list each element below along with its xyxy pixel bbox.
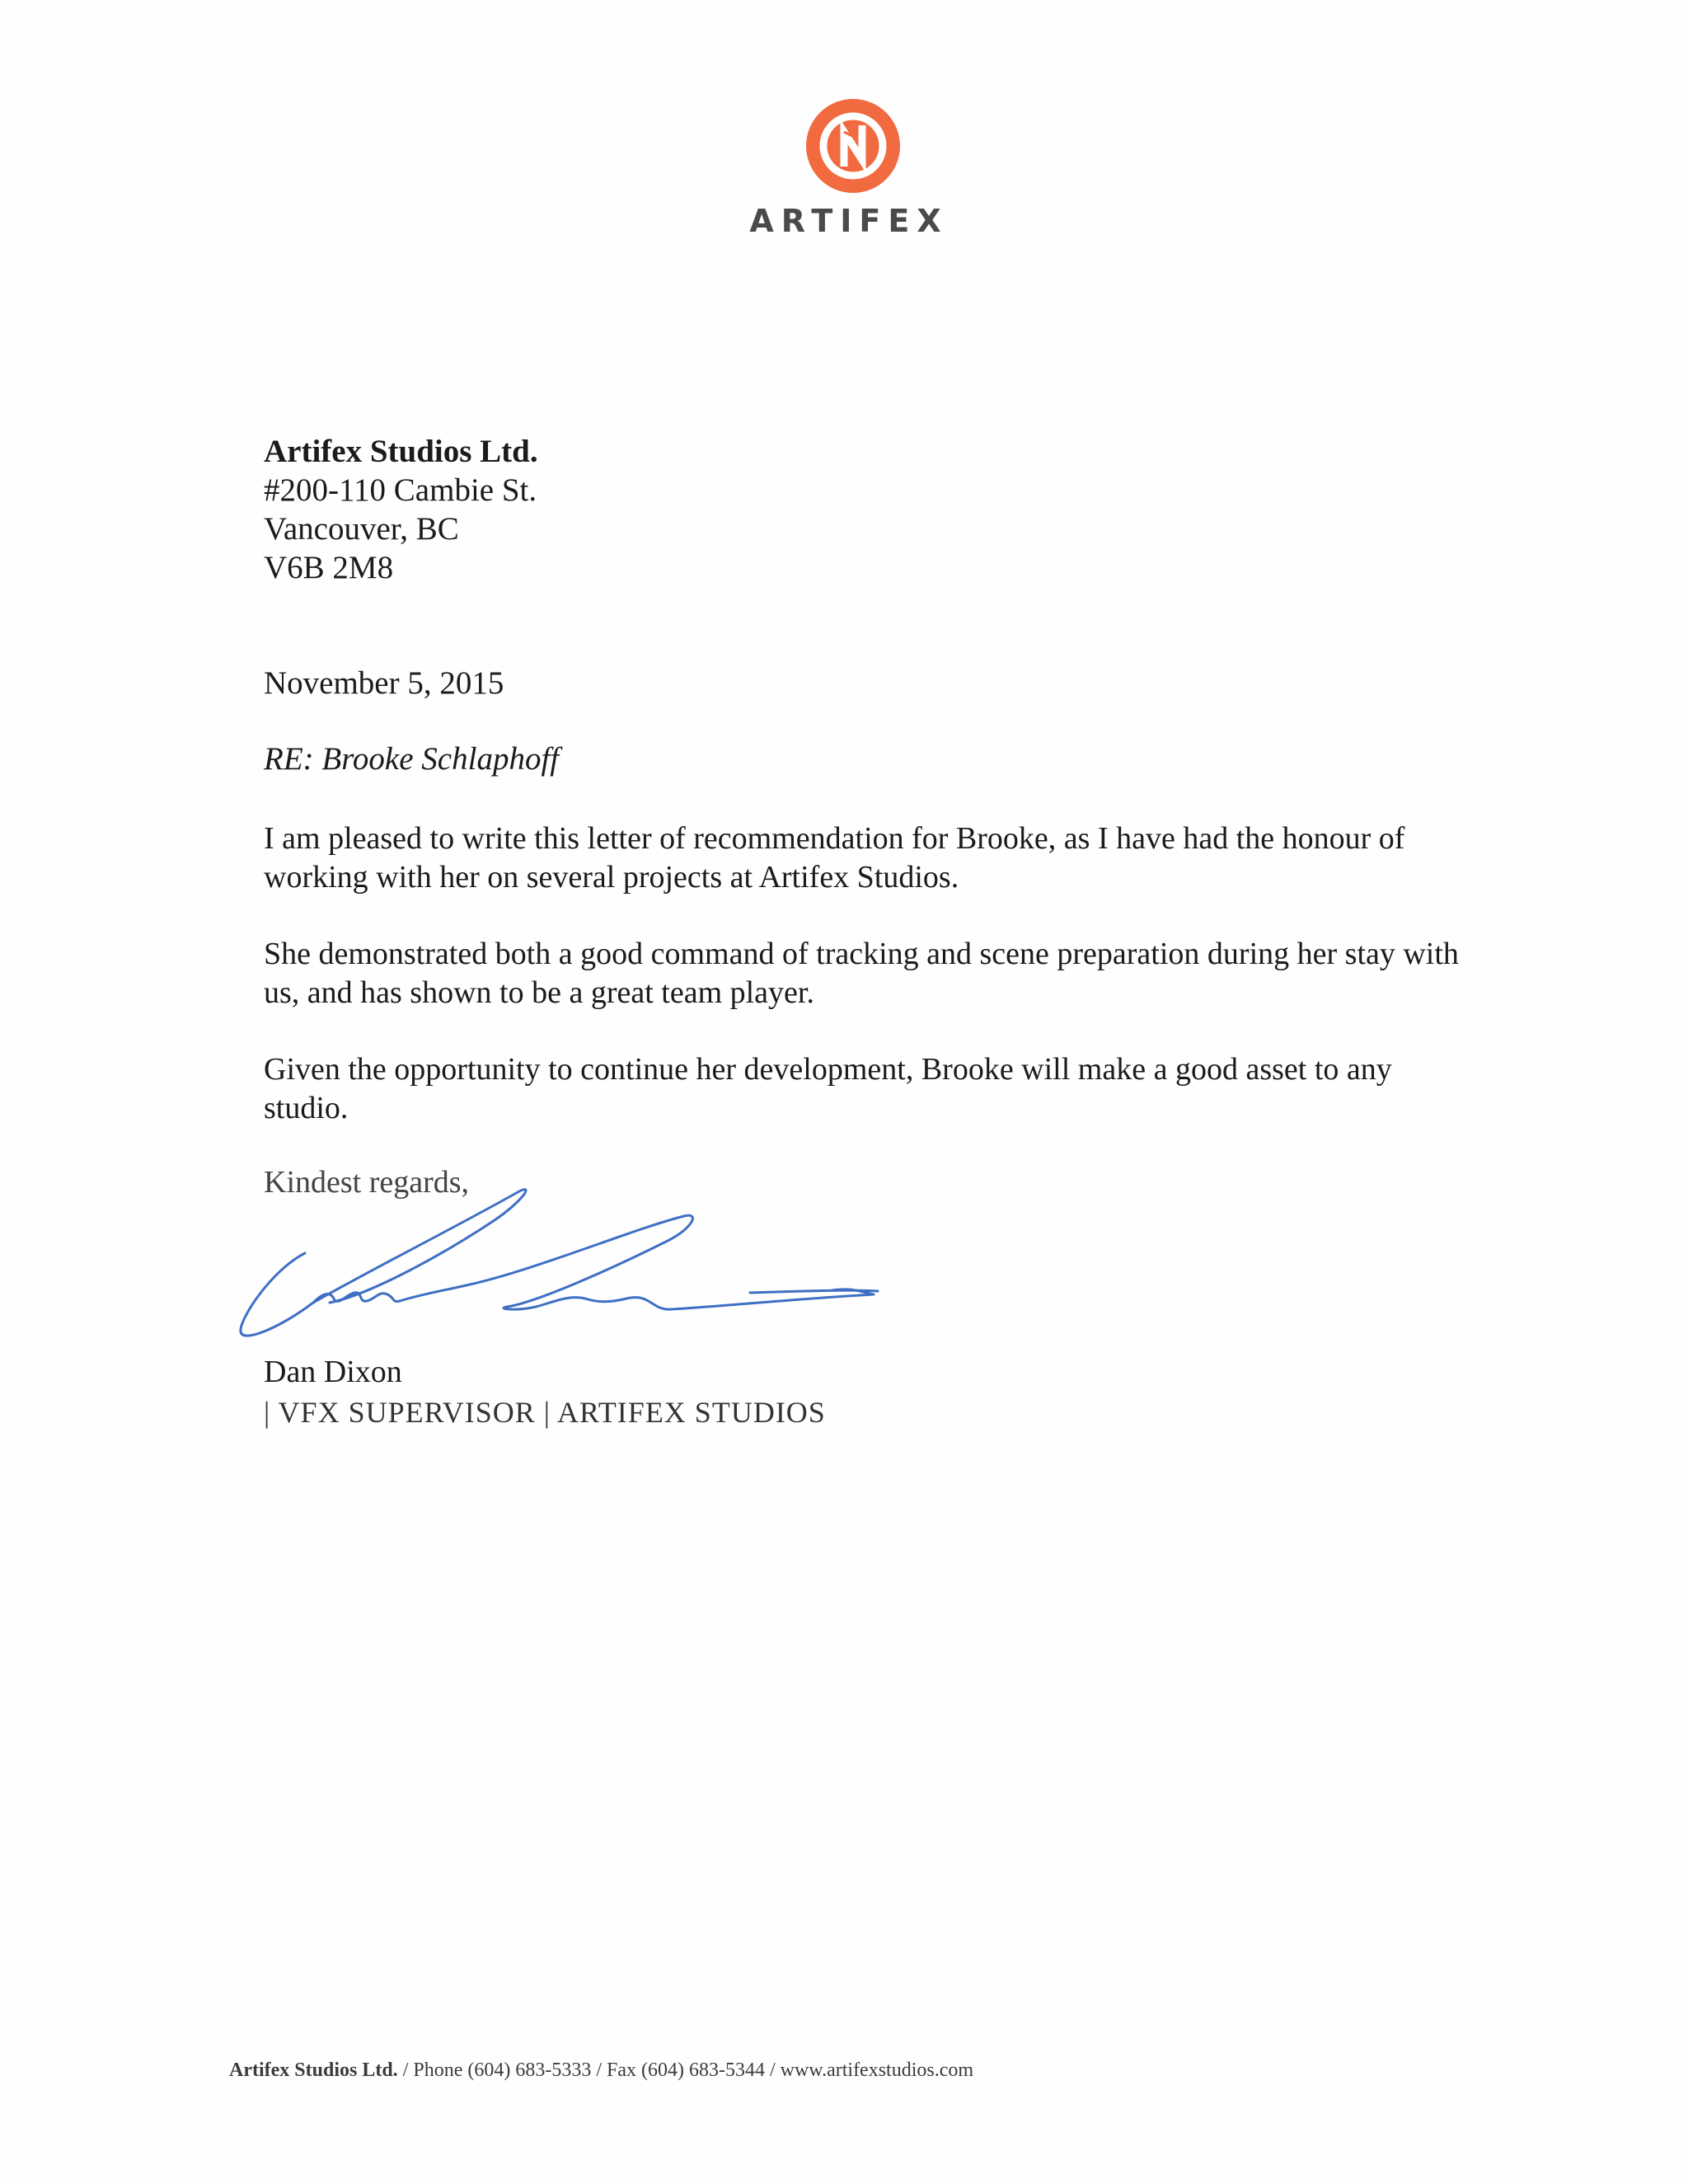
address-company: Artifex Studios Ltd. [264, 434, 538, 469]
handwritten-signature [223, 1179, 931, 1360]
artifex-n-logo-icon [804, 97, 902, 195]
address-postal: V6B 2M8 [264, 550, 394, 585]
letter-paragraph-2: She demonstrated both a good command of tracking and scene preparation during her stay with us, and has shown to be a great team player. [264, 937, 1459, 1010]
letter-paragraph-1: I am pleased to write this letter of recommendation for Brooke, as I have had the honour of working with her on several projects at Artifex Studios. [264, 821, 1405, 895]
letter-subject: RE: Brooke Schlaphoff [264, 741, 560, 777]
letter-paragraph-3: Given the opportunity to continue her development, Brooke will make a good asset to any studio. [264, 1052, 1392, 1125]
address-block [264, 432, 538, 587]
footer-contact: / Phone (604) 683-5333 / Fax (604) 683-5344 / www.artifexstudios.com [397, 2060, 974, 2081]
footer-company: Artifex Studios Ltd. [229, 2060, 398, 2081]
address-city: Vancouver, BC [264, 511, 459, 547]
brand-name: ARTIFEX [749, 203, 949, 239]
letterhead-footer [229, 2060, 973, 2082]
letter-closing: Kindest regards, [264, 1165, 470, 1200]
address-street: #200-110 Cambie St. [264, 472, 537, 508]
signer-title: | VFX SUPERVISOR | ARTIFEX STUDIOS [264, 1396, 826, 1429]
letter-date: November 5, 2015 [264, 665, 504, 701]
signer-name: Dan Dixon [264, 1355, 402, 1389]
